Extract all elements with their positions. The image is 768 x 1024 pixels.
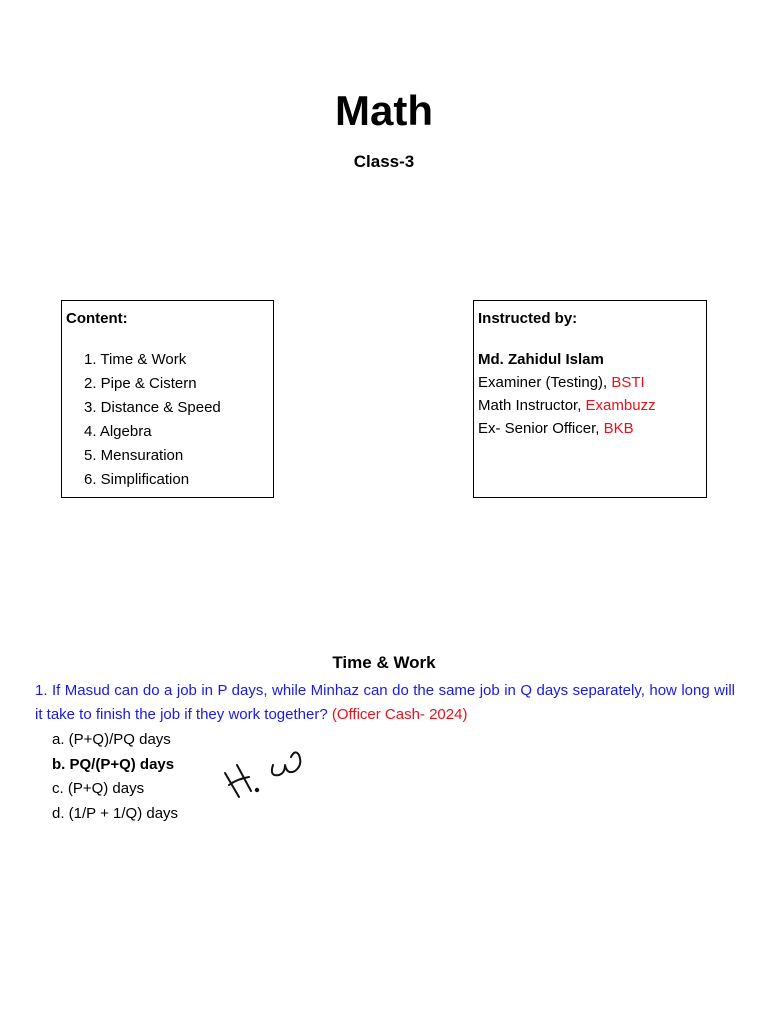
content-item: 4. Algebra <box>84 423 152 440</box>
content-item: 2. Pipe & Cistern <box>84 375 197 392</box>
content-heading: Content: <box>66 310 128 327</box>
question-body: 1. If Masud can do a job in P days, while Minhaz can do the same job in Q days separately, how long will it take to finish the job if they work together? <box>35 682 735 723</box>
role-organization: BKB <box>603 420 634 437</box>
content-item: 6. Simplification <box>84 471 190 488</box>
question-source: (Officer Cash- 2024) <box>331 706 468 723</box>
instructor-role <box>478 417 702 440</box>
page-subtitle: Class-3 <box>353 152 415 171</box>
answer-option-correct: b. PQ/(P+Q) days <box>52 755 175 773</box>
answer-option: d. (1/P + 1/Q) days <box>52 804 179 822</box>
answer-option: a. (P+Q)/PQ days <box>52 731 171 748</box>
instructor-box <box>473 300 707 498</box>
content-item: 1. Time & Work <box>84 351 187 368</box>
answer-option: c. (P+Q) days <box>52 780 145 797</box>
role-title: Math Instructor, <box>478 397 586 414</box>
instructor-role <box>478 371 702 394</box>
section-title: Time & Work <box>332 653 436 672</box>
handwritten-note-hw <box>215 735 325 805</box>
role-title: Ex- Senior Officer, <box>478 420 604 437</box>
role-organization: Exambuzz <box>585 397 656 414</box>
content-box <box>61 300 274 498</box>
content-item: 3. Distance & Speed <box>84 399 221 416</box>
content-list <box>66 348 269 492</box>
role-title: Examiner (Testing), <box>478 374 612 391</box>
question-text <box>35 679 735 727</box>
instructor-name: Md. Zahidul Islam <box>478 351 604 368</box>
instructor-role <box>478 394 702 417</box>
role-organization: BSTI <box>611 374 645 391</box>
content-item: 5. Mensuration <box>84 447 184 464</box>
instructor-heading: Instructed by: <box>478 310 578 327</box>
page-title: Math <box>335 87 433 134</box>
answer-options <box>52 728 178 826</box>
